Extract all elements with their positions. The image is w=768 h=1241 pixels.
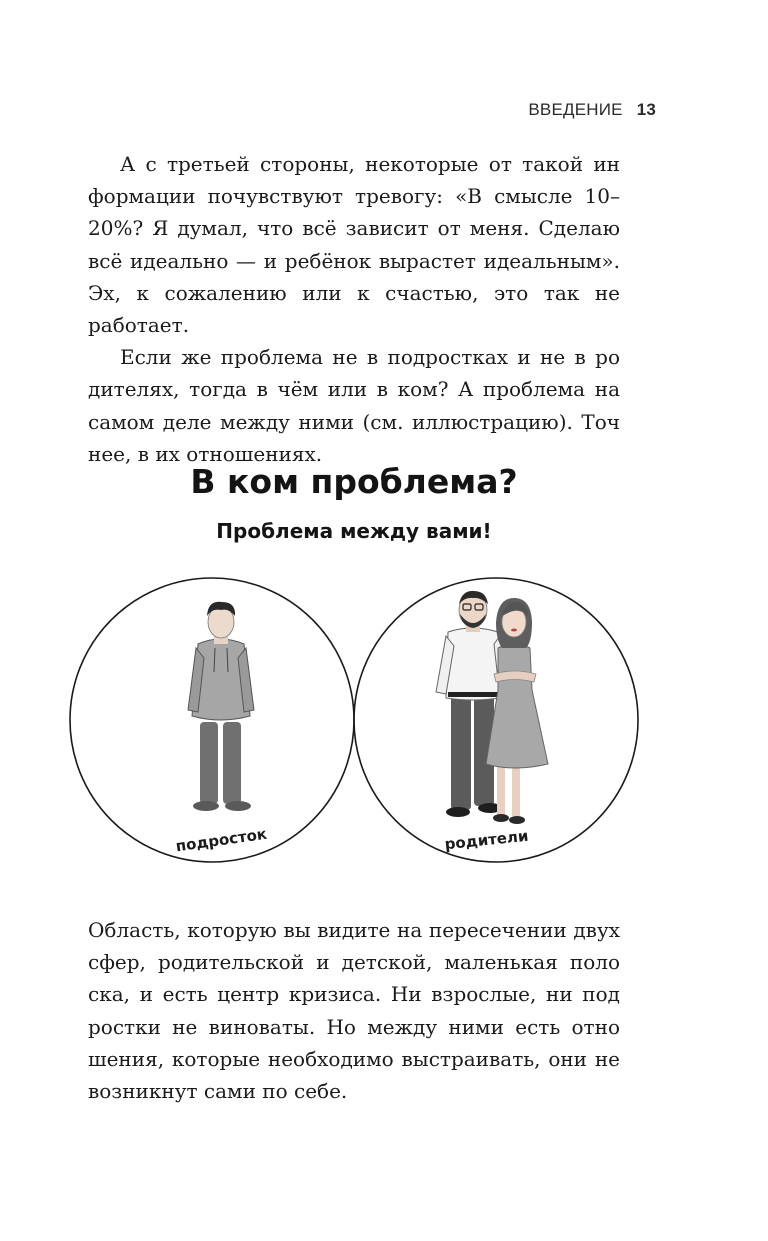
paragraph-line: самом деле между ними (см. иллюстрацию). Точ bbox=[88, 409, 620, 434]
text-block-top bbox=[88, 148, 620, 470]
paragraph-line: Область, которую вы видите на пересечении двух bbox=[88, 918, 620, 942]
text-block-bottom bbox=[88, 914, 620, 1107]
paragraph-3 bbox=[88, 914, 620, 1107]
paragraph-line: сфер, родительской и детской, маленькая поло bbox=[88, 950, 620, 975]
paragraph-line: дителях, тогда в чём или в ком? А проблема на bbox=[88, 377, 620, 402]
running-head bbox=[528, 100, 656, 120]
section-title: ВВЕДЕНИЕ bbox=[528, 100, 623, 119]
paragraph-1 bbox=[88, 148, 620, 341]
paragraph-line: ска, и есть центр кризиса. Ни взрослые, ни под bbox=[88, 982, 620, 1007]
parents-label: родители bbox=[443, 826, 530, 854]
paragraph-line: формации почувствуют тревогу: «В смысле 10– bbox=[88, 184, 620, 209]
teen-figure bbox=[188, 602, 254, 811]
paragraph-2 bbox=[88, 341, 620, 470]
paragraph-line: идеально — и ребёнок вырастет идеальным». Эх, bbox=[88, 248, 621, 305]
teen-label: подросток bbox=[174, 824, 269, 856]
paragraph-line: возникнут сами по себе. bbox=[88, 1079, 348, 1104]
paragraph-line: 20%? Я думал, что всё зависит от меня. Сделаю всё bbox=[88, 216, 620, 273]
venn-diagram bbox=[0, 540, 768, 910]
paragraph-line: А с третьей стороны, некоторые от такой ин bbox=[120, 152, 620, 176]
paragraph-line: ростки не виноваты. Но между ними есть отно bbox=[88, 1014, 620, 1039]
paragraph-line: шения, которые необходимо выстраивать, они не bbox=[88, 1046, 620, 1071]
figure-subtitle: Проблема между вами! bbox=[216, 519, 492, 543]
page-number: 13 bbox=[636, 100, 656, 119]
figure-title: В ком проблема? bbox=[190, 462, 518, 501]
paragraph-line: к сожалению или к счастью, это так не работает. bbox=[88, 280, 621, 338]
paragraph-line: нее, в их отношениях. bbox=[88, 441, 323, 466]
paragraph-line: Если же проблема не в подростках и не в ро bbox=[120, 345, 620, 370]
